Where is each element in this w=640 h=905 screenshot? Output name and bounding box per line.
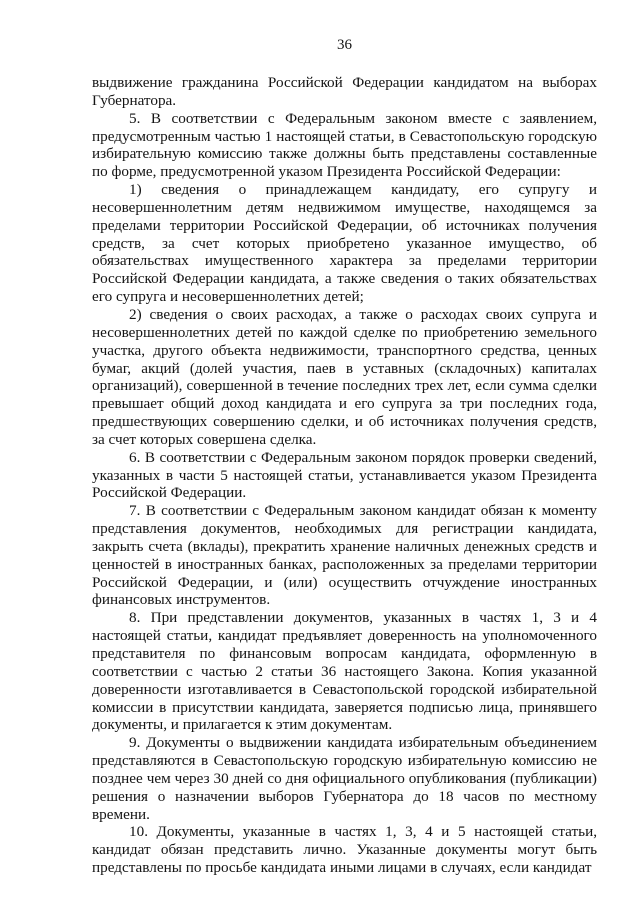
paragraph-continuation: выдвижение гражданина Российской Федерации кандидатом на выборах Губернатора. bbox=[92, 74, 597, 109]
paragraph-part-8: 8. При представлении документов, указанных в частях 1, 3 и 4 настоящей статьи, кандидат предъявляет доверенность на уполномоченного представителя по финансовым вопросам кандидата, оформленную в соответствии с частью 2 статьи 36 настоящего Закона. Копия указанной доверенности изготавливается в Севастопольской городской избирательной комиссии в присутствии кандидата, заверяется подписью лица, принявшего документы, и прилагается к этим документам. bbox=[92, 609, 597, 734]
page-number: 36 bbox=[337, 37, 352, 53]
paragraph-part-5: 5. В соответствии с Федеральным законом вместе с заявлением, предусмотренным частью 1 настоящей статьи, в Севастопольскую городскую избирательную комиссию также должны быть представлены составленные по форме, предусмотренной указом Президента Российской Федерации: bbox=[92, 109, 597, 181]
paragraph-part-7: 7. В соответствии с Федеральным законом кандидат обязан к моменту представления документов, необходимых для регистрации кандидата, закрыть счета (вклады), прекратить хранение наличных денежных средств и ценностей в иностранных банках, расположенных за пределами территории Российской Федерации, и (или) осуществить отчуждение иностранных финансовых инструментов. bbox=[92, 502, 597, 609]
paragraph-item-1: 1) сведения о принадлежащем кандидату, его супругу и несовершеннолетним детям недвижимом имуществе, находящемся за пределами территории Российской Федерации, об источниках получения средств, за счет которых приобретено указанное имущество, об обязательствах имущественного характера за пределами территории Российской Федерации кандидата, а также сведения о таких обязательствах его супруга и несовершеннолетних детей; bbox=[92, 181, 597, 306]
paragraph-part-9: 9. Документы о выдвижении кандидата избирательным объединением представляются в Севастопольскую городскую избирательную комиссию не позднее чем через 30 дней со дня официального опубликования (публикации) решения о назначении выборов Губернатора до 18 часов по местному времени. bbox=[92, 734, 597, 823]
paragraph-part-6: 6. В соответствии с Федеральным законом порядок проверки сведений, указанных в части 5 настоящей статьи, устанавливается указом Президента Российской Федерации. bbox=[92, 448, 597, 502]
paragraph-part-10: 10. Документы, указанные в частях 1, 3, 4 и 5 настоящей статьи, кандидат обязан представить лично. Указанные документы могут быть представлены по просьбе кандидата иными лицами в случаях, если кандидат bbox=[92, 823, 597, 877]
paragraph-item-2: 2) сведения о своих расходах, а также о расходах своих супруга и несовершеннолетних детей по каждой сделке по приобретению земельного участка, другого объекта недвижимости, транспортного средства, ценных бумаг, акций (долей участия, паев в уставных (складочных) капиталах организаций), совершенной в течение последних трех лет, если сумма сделки превышает общий доход кандидата и его супруга за три последних года, предшествующих совершению сделки, и об источниках получения средств, за счет которых совершена сделка. bbox=[92, 305, 597, 448]
